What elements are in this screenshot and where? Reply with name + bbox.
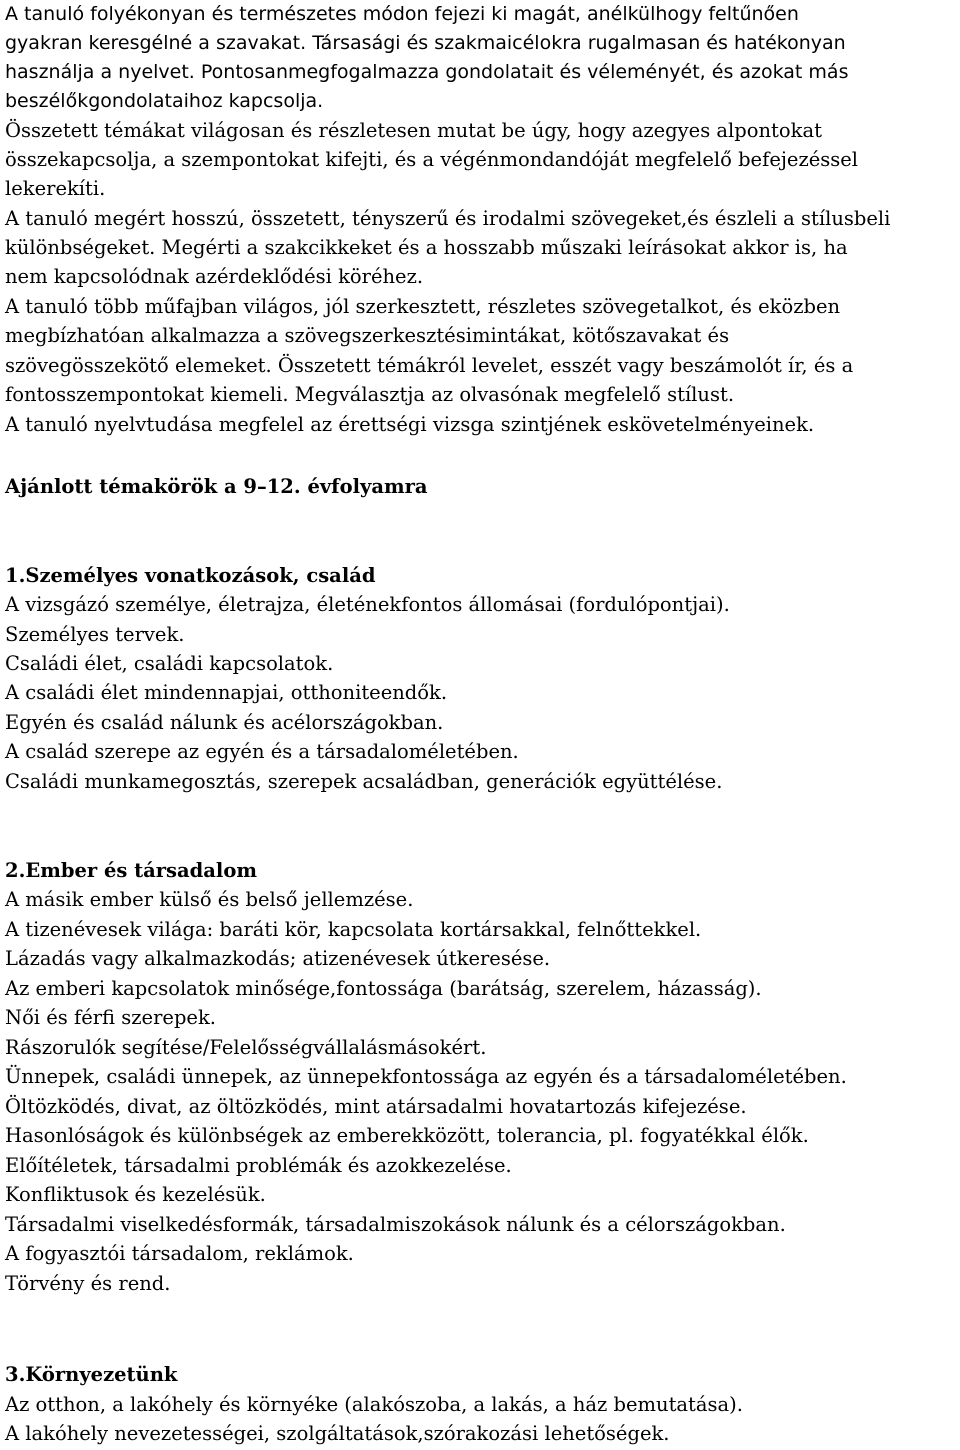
- intro-line: megbízhatóan alkalmazza a szövegszerkesztésimintákat, kötőszavakat és: [5, 324, 730, 347]
- list-item: Konfliktusok és kezelésük.: [5, 1183, 266, 1206]
- list-item: Társadalmi viselkedésformák, társadalmiszokások nálunk és a célországokban.: [5, 1213, 786, 1236]
- list-item: A fogyasztói társadalom, reklámok.: [5, 1242, 354, 1265]
- list-item: Ünnepek, családi ünnepek, az ünnepekfontossága az egyén és a társadaloméletében.: [5, 1065, 847, 1088]
- intro-line: A tanuló folyékonyan és természetes módon fejezi ki magát, anélkülhogy feltűnően: [5, 3, 799, 25]
- list-item: Rászorulók segítése/Felelősségvállalásmásokért.: [5, 1036, 487, 1059]
- intro-line: A tanuló nyelvtudása megfelel az érettségi vizsga szintjének eskövetelményeinek.: [5, 413, 815, 436]
- list-item: A lakóhely nevezetességei, szolgáltatások,szórakozási lehetőségek.: [5, 1422, 670, 1445]
- list-item: Lázadás vagy alkalmazkodás; atizenévesek útkeresése.: [5, 947, 551, 970]
- intro-line: használja a nyelvet. Pontosanmegfogalmazza gondolatait és véleményét, és azokat más: [5, 61, 849, 83]
- intro-line: fontosszempontokat kiemeli. Megválasztja az olvasónak megfelelő stílust.: [5, 383, 735, 406]
- list-item: Családi munkamegosztás, szerepek acsaládban, generációk együttélése.: [5, 770, 723, 793]
- list-item: A tizenévesek világa: baráti kör, kapcsolata kortársakkal, felnőttekkel.: [5, 918, 702, 941]
- intro-line: lekerekíti.: [5, 177, 106, 200]
- list-item: A vizsgázó személye, életrajza, életénekfontos állomásai (fordulópontjai).: [5, 593, 730, 616]
- intro-line: beszélőkgondolataihoz kapcsolja.: [5, 90, 324, 112]
- main-heading: Ajánlott témakörök a 9–12. évfolyamra: [5, 475, 428, 498]
- intro-line: különbségeket. Megérti a szakcikkeket és a hosszabb műszaki leírásokat akkor is, ha: [5, 236, 848, 259]
- list-item: A másik ember külső és belső jellemzése.: [5, 888, 414, 911]
- intro-line: Összetett témákat világosan és részletesen mutat be úgy, hogy azegyes alpontokat: [5, 119, 822, 142]
- list-item: Személyes tervek.: [5, 623, 185, 646]
- intro-line: gyakran keresgélné a szavakat. Társasági és szakmaicélokra rugalmasan és hatékonyan: [5, 32, 846, 54]
- section-title: 2.Ember és társadalom: [5, 859, 257, 882]
- list-item: Egyén és család nálunk és acélországokban.: [5, 711, 444, 734]
- list-item: Törvény és rend.: [5, 1272, 171, 1295]
- intro-line: szövegösszekötő elemeket. Összetett témákról levelet, esszét vagy beszámolót ír, és a: [5, 354, 854, 377]
- list-item: Családi élet, családi kapcsolatok.: [5, 652, 334, 675]
- intro-line: nem kapcsolódnak azérdeklődési köréhez.: [5, 265, 424, 288]
- intro-line: összekapcsolja, a szempontokat kifejti, és a végénmondandóját megfelelő befejezéssel: [5, 148, 859, 171]
- list-item: Előítéletek, társadalmi problémák és azokkezelése.: [5, 1154, 512, 1177]
- list-item: Az otthon, a lakóhely és környéke (alakószoba, a lakás, a ház bemutatása).: [5, 1393, 743, 1416]
- list-item: Női és férfi szerepek.: [5, 1006, 216, 1029]
- section-title: 1.Személyes vonatkozások, család: [5, 564, 376, 587]
- list-item: Öltözködés, divat, az öltözködés, mint atársadalmi hovatartozás kifejezése.: [5, 1095, 747, 1118]
- list-item: A család szerepe az egyén és a társadaloméletében.: [5, 740, 519, 763]
- intro-line: A tanuló több műfajban világos, jól szerkesztett, részletes szövegetalkot, és eközben: [5, 295, 841, 318]
- section-title: 3.Környezetünk: [5, 1363, 178, 1386]
- list-item: Hasonlóságok és különbségek az emberekközött, tolerancia, pl. fogyatékkal élők.: [5, 1124, 809, 1147]
- list-item: A családi élet mindennapjai, otthoniteendők.: [5, 681, 448, 704]
- intro-line: A tanuló megért hosszú, összetett, tényszerű és irodalmi szövegeket,és észleli a stílusbeli: [5, 207, 891, 230]
- list-item: Az emberi kapcsolatok minősége,fontossága (barátság, szerelem, házasság).: [5, 977, 762, 1000]
